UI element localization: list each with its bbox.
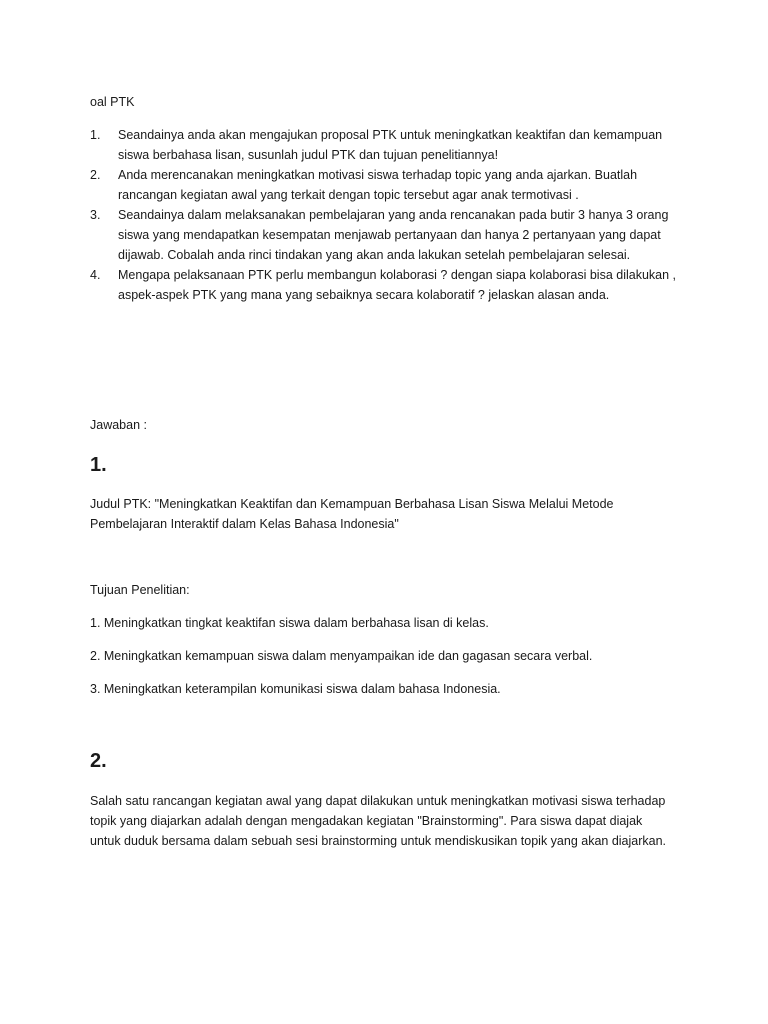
question-text-line: Mengapa pelaksanaan PTK perlu membangun kolaborasi ? dengan siapa kolaborasi bisa dilakukan , <box>118 268 677 282</box>
answer-1-heading: 1. <box>90 454 107 476</box>
answer-2-text-line: topik yang diajarkan adalah dengan mengadakan kegiatan "Brainstorming". Para siswa dapat diajak <box>90 814 643 828</box>
question-text-line: Seandainya anda akan mengajukan proposal PTK untuk meningkatkan keaktifan dan kemampuan <box>118 128 663 142</box>
question-number: 4. <box>90 268 101 282</box>
question-text-line: Seandainya dalam melaksanakan pembelajaran yang anda rencanakan pada butir 3 hanya 3 orang <box>118 208 669 222</box>
answers-label: Jawaban : <box>90 418 147 432</box>
question-text-line: dijawab. Cobalah anda rinci tindakan yang akan anda lakukan setelah pembelajaran selesai. <box>118 248 631 262</box>
question-text-line: siswa yang mendapatkan kesempatan menjawab pertanyaan dan hanya 2 pertanyaan yang dapat <box>118 228 661 242</box>
question-text-line: aspek-aspek PTK yang mana yang sebaiknya secara kolaboratif ? jelaskan alasan anda. <box>118 288 610 302</box>
question-text-line: siswa berbahasa lisan, susunlah judul PTK dan tujuan penelitiannya! <box>118 148 499 162</box>
question-number: 2. <box>90 168 101 182</box>
research-goal-item: 3. Meningkatkan keterampilan komunikasi siswa dalam bahasa Indonesia. <box>90 682 501 696</box>
research-goal-item: 1. Meningkatkan tingkat keaktifan siswa dalam berbahasa lisan di kelas. <box>90 616 489 630</box>
answer-2-text-line: Salah satu rancangan kegiatan awal yang dapat dilakukan untuk meningkatkan motivasi siswa terhadap <box>90 794 666 808</box>
answer-2-text-line: untuk duduk bersama dalam sebuah sesi brainstorming untuk mendiskusikan topik yang akan diajarkan. <box>90 834 667 848</box>
answer-2-heading: 2. <box>90 750 107 772</box>
question-number: 3. <box>90 208 101 222</box>
research-goal-item: 2. Meningkatkan kemampuan siswa dalam menyampaikan ide dan gagasan secara verbal. <box>90 649 593 663</box>
question-number: 1. <box>90 128 101 142</box>
question-text-line: rancangan kegiatan awal yang terkait dengan topic tersebut agar anak termotivasi . <box>118 188 579 202</box>
question-text-line: Anda merencanakan meningkatkan motivasi siswa terhadap topic yang anda ajarkan. Buatlah <box>118 168 638 182</box>
document-title: oal PTK <box>90 95 135 109</box>
research-goals-label: Tujuan Penelitian: <box>90 583 190 597</box>
answer-1-title-line: Judul PTK: "Meningkatkan Keaktifan dan Kemampuan Berbahasa Lisan Siswa Melalui Metode <box>90 497 614 511</box>
answer-1-title-line: Pembelajaran Interaktif dalam Kelas Bahasa Indonesia" <box>90 517 399 531</box>
